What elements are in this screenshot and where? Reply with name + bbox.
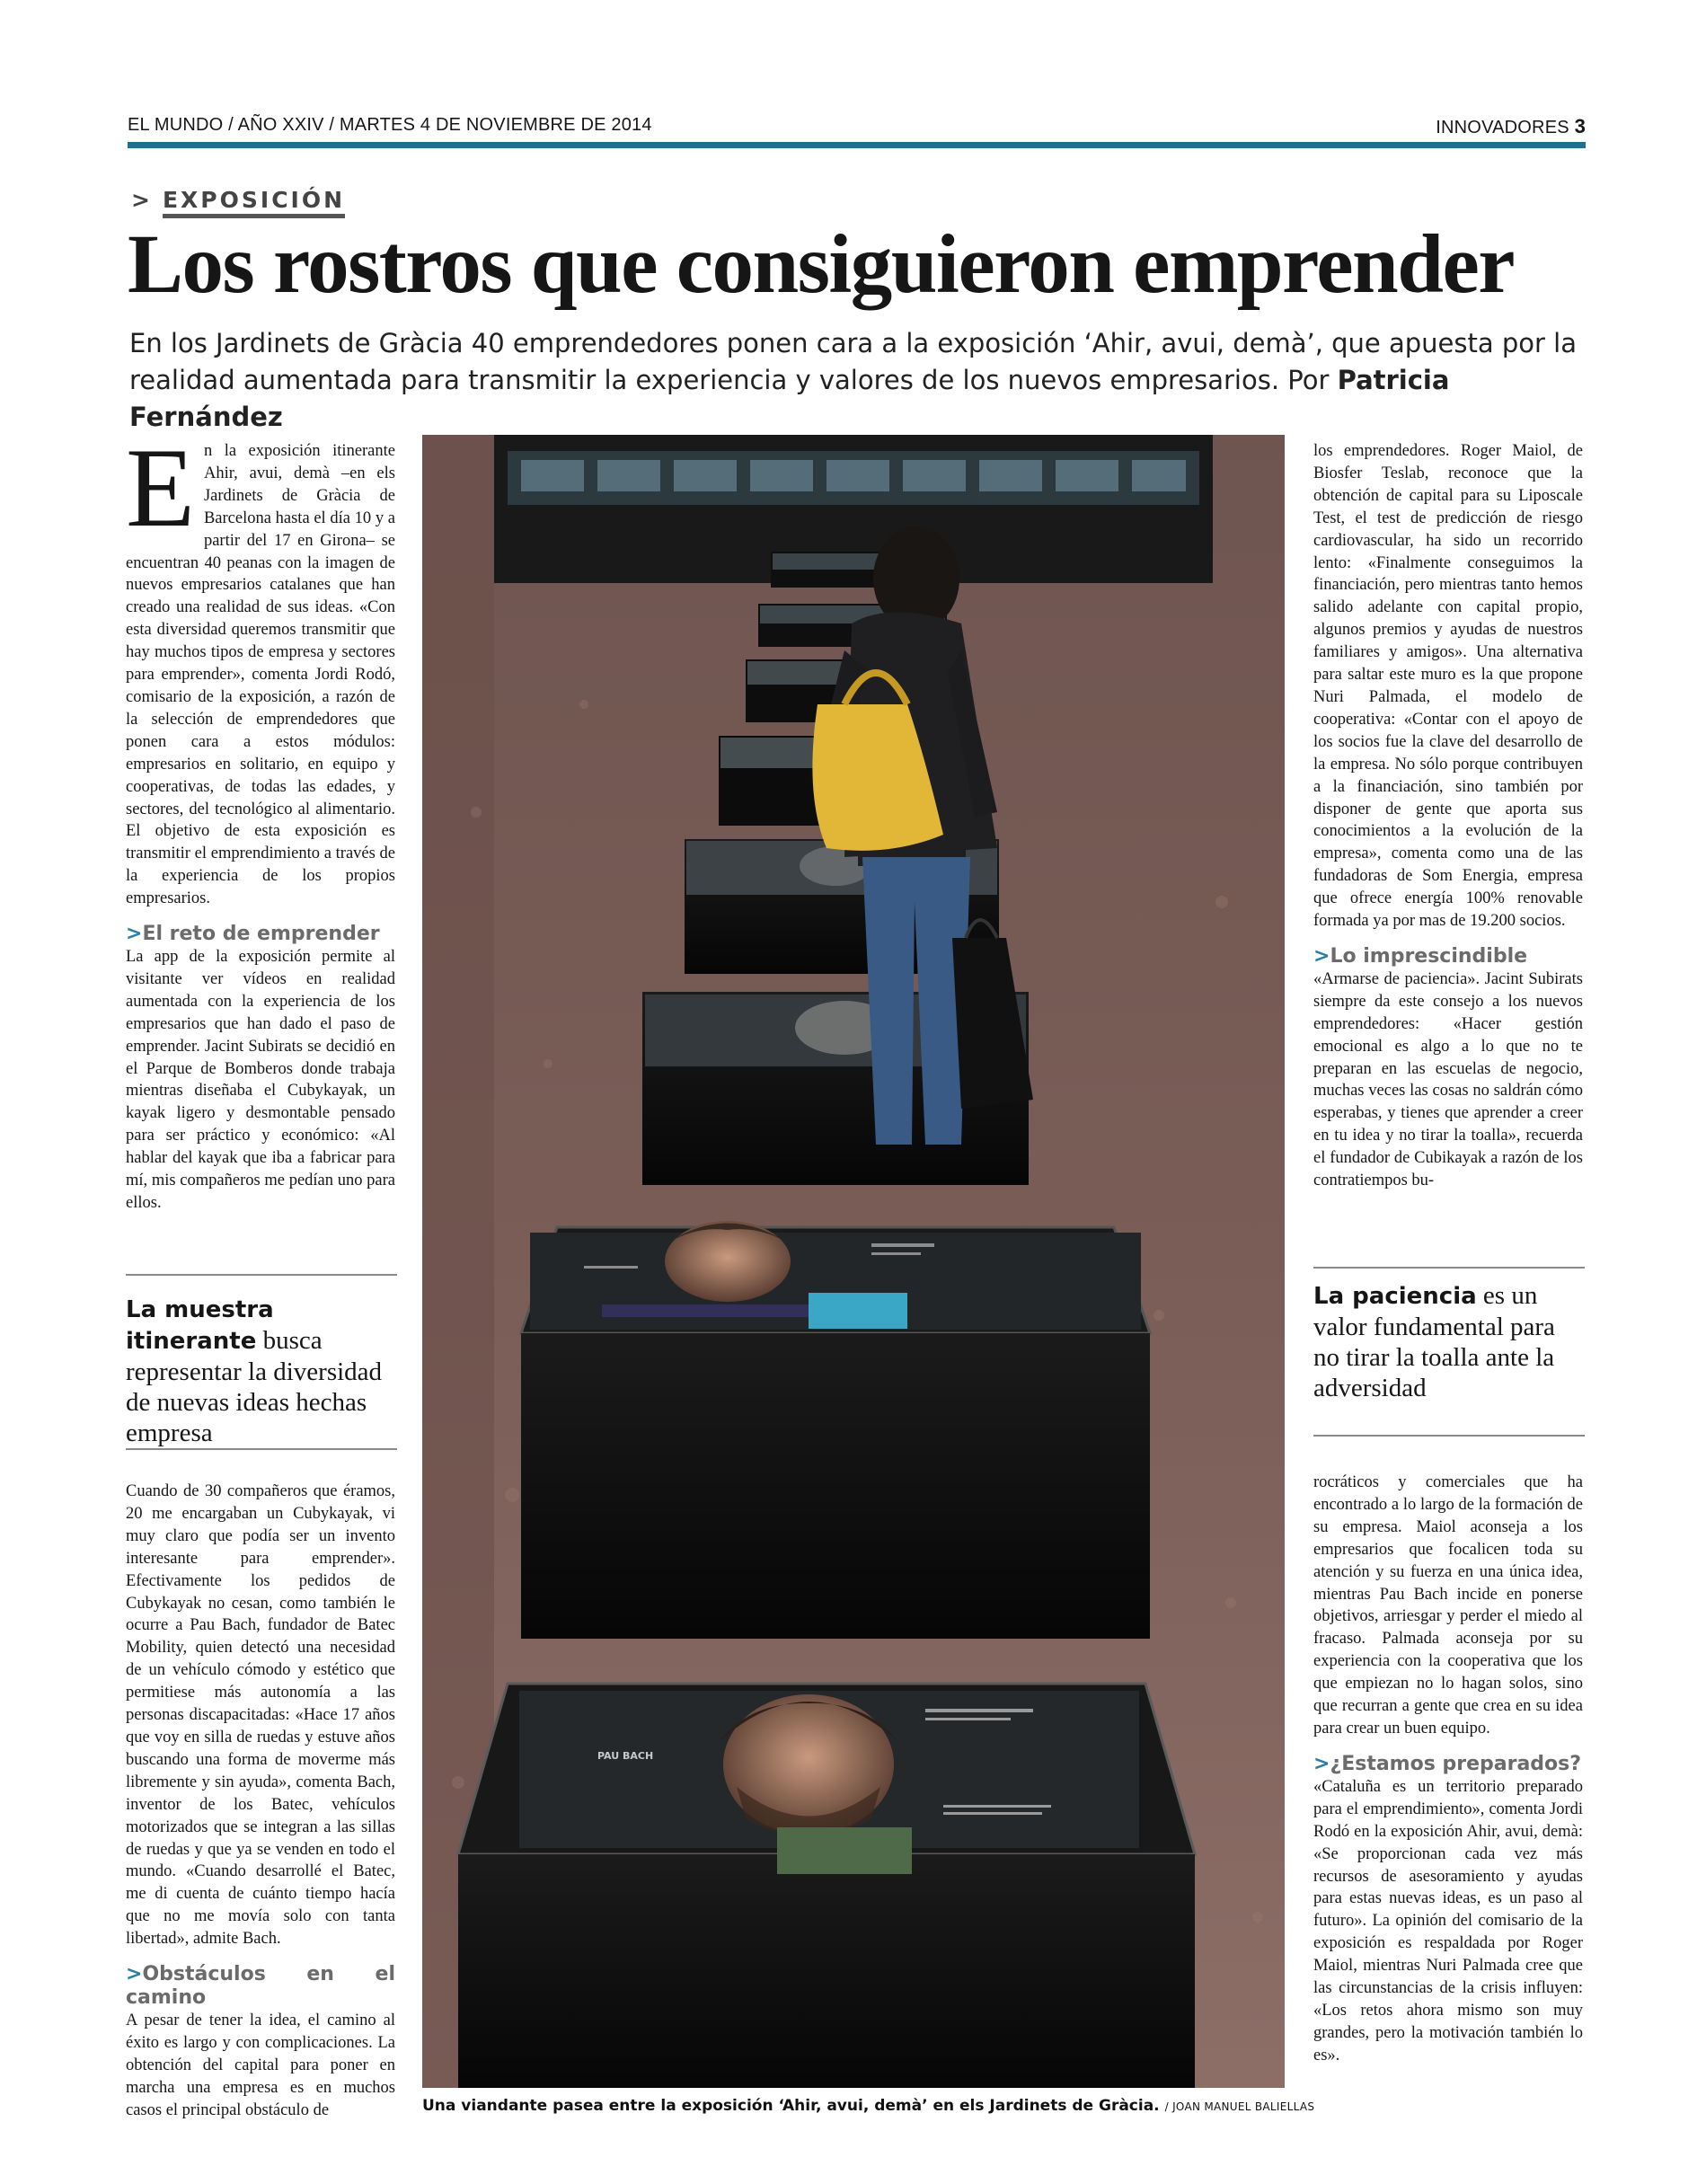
article-column-3 <box>1313 440 1583 1192</box>
article-column-1-continued <box>126 1481 395 2122</box>
byline: Patricia Fernández <box>129 365 1450 432</box>
paragraph: rocráticos y comerciales que ha encontrado a lo largo de la formación de su empresa. Maiol aconseja a los empresarios que focalicen toda su atención y su fuerza en una única idea, mientras Pau Bach incide en ponerse objetivos, arriesgar y perder el miedo al fracaso. Palmada aconseja por su experiencia con la cooperativa que los que empiezan no lo hagan solos, sino que recurran a gente que crea en su idea para crear un buen equipo. <box>1313 1473 1583 1737</box>
pullquote-lead: La muestra itinerante <box>126 1296 274 1355</box>
subheading-preparados: >¿Estamos preparados? <box>1313 1752 1582 1775</box>
subhead <box>129 325 1585 436</box>
page-header-section <box>1436 115 1586 138</box>
paragraph: «Armarse de paciencia». Jacint Subirats siempre da este consejo a los nuevos emprendedores: «Hacer gestión emocional es algo a lo que no te preparan en las escuelas de negocio, muchas veces las cosas no saldrán cómo esperabas, y tienes que aprender a creer en tu idea y no tirar la toalla», recuerda el fundador de Cubikayak a razón de los contratiempos bu- <box>1313 969 1583 1190</box>
subheading-reto: >El reto de emprender <box>126 923 380 946</box>
plinth-name-label: PAU BACH <box>597 1750 654 1762</box>
section-tag-label: EXPOSICIÓN <box>163 187 345 218</box>
page-number: 3 <box>1574 115 1586 137</box>
subhead-text: En los Jardinets de Gràcia 40 emprendedores ponen cara a la exposición ‘Ahir, avui, demà’, que apuesta por la realidad aumentada para transmitir la experiencia y valores de los nuevos empresarios. Por <box>129 328 1577 395</box>
pullquote-rule-bottom <box>1313 1435 1585 1437</box>
pullquote-rule-top <box>126 1274 397 1276</box>
paragraph: A pesar de tener la idea, el camino al éxito es largo y con complicaciones. La obtención del capital para poner en marcha una empresa es en muchos casos el principal obstáculo de <box>126 2012 395 2119</box>
subheading-imprescindible: >Lo imprescindible <box>1313 944 1528 968</box>
paragraph: los emprendedores. Roger Maiol, de Biosfer Teslab, reconoce que la obtención de capital para su Liposcale Test, el test de predicción de riesgo cardiovascular, ha sido un recorrido lento: «Finalmente conseguimos la financiación, pero mientras tanto hemos salido adelante con capital propio, algunos premios y ayudas de nuestros familiares y amigos». Una alternativa para saltar este muro es la que propone Nuri Palmada, el modelo de cooperativa: «Contar con el apoyo de los socios fue la clave del desarrollo de la empresa. No sólo porque contribuyen a la financiación, sino también por disponer de gente que aporta sus conocimientos a la evolución de la empresa», comenta como una de las fundadoras de Som Energia, empresa que ofrece energía 100% renovable formada ya por mas de 19.200 socios. <box>1313 442 1583 931</box>
paragraph: «Cataluña es un territorio preparado para el emprendimiento», comenta Jordi Rodó en la exposición Ahir, avui, demà: «Se proporcionan cada vez más recursos de asesoramiento y ayudas para estas nuevas ideas, es un paso al futuro». La opinión del comisario de la exposición es respaldada por Roger Maiol, mientras Nuri Palmada cree que las circunstancias de la crisis influyen: «Los retos ahora mismo son muy grandes, pero la motivación también lo es». <box>1313 1777 1583 2065</box>
pullquote-left <box>126 1294 397 1448</box>
subheading-obstaculos: >Obstáculos en el camino <box>126 1963 395 2010</box>
page-header-dateline: EL MUNDO / AÑO XXIV / MARTES 4 DE NOVIEMBRE DE 2014 <box>128 115 652 135</box>
photo-caption <box>422 2097 1314 2115</box>
header-rule <box>128 142 1586 148</box>
dropcap: E <box>126 426 195 551</box>
photo-credit: / JOAN MANUEL BALIELLAS <box>1164 2100 1315 2113</box>
article-column-1 <box>126 426 395 1215</box>
pullquote-rule-bottom <box>126 1448 397 1450</box>
pullquote-text: es un valor fundamental para no tirar la toalla ante la adversidad <box>1313 1281 1555 1402</box>
article-column-3-continued <box>1313 1472 1583 2067</box>
paragraph: La app de la exposición permite al visitante ver vídeos en realidad aumentada con la experiencia de los empresarios que han dado el paso de emprender. Jacint Subirats se decidió en el Parque de Bomberos donde trabaja mientras diseñaba el Cubykayak, un kayak ligero y desmontable pensado para ser práctico y económico: «Al hablar del kayak que iba a fabricar para mí, mis compañeros me pedían uno para ellos. <box>126 948 395 1212</box>
pullquote-rule-top <box>1313 1267 1585 1269</box>
exhibition-photo <box>422 435 1285 2088</box>
section-name: INNOVADORES <box>1436 118 1569 137</box>
section-tag <box>131 187 345 213</box>
pullquote-text: busca representar la diversidad de nuevas ideas hechas empresa <box>126 1326 383 1447</box>
headline: Los rostros que consiguieron emprender <box>128 218 1515 311</box>
paragraph: Cuando de 30 compañeros que éramos, 20 me encargaban un Cubykayak, vi muy claro que podía ser un invento interesante para emprender». Efectivamente los pedidos de Cubykayak no cesan, como también le ocurre a Pau Bach, fundador de Batec Mobility, quien detectó una necesidad de un vehículo cómodo y estético que permitiese más autonomía a las personas discapacitadas: «Hace 17 años que voy en silla de ruedas y estuve años buscando una forma de moverme más libremente y sin ayuda», comenta Bach, inventor de los Batec, vehículos motorizados que se integran a las sillas de ruedas y que ya se venden en todo el mundo. «Cuando desarrollé el Batec, me di cuenta de cuánto tiempo hacía que no me movía solo con tanta libertad», admite Bach. <box>126 1482 395 1949</box>
intro-paragraph <box>126 426 395 910</box>
pullquote-lead: La paciencia <box>1313 1283 1477 1310</box>
pullquote-right <box>1313 1280 1585 1403</box>
caption-text: Una viandante pasea entre la exposición ‘Ahir, avui, demà’ en els Jardinets de Gràcia. <box>422 2097 1160 2115</box>
intro-text: n la exposición itinerante Ahir, avui, demà –en els Jardinets de Gràcia de Barcelona hasta el día 10 y a partir del 17 en Girona– se encuentran 40 peanas con la imagen de nuevos empresarios catalanes que han creado una realidad de sus ideas. «Con esta diversidad queremos transmitir que hay muchos tipos de empresa y sectores para emprender», comenta Jordi Rodó, comisario de la exposición, a razón de la selección de emprendedores que ponen cara a estos módulos: empresarios en solitario, en equipo y cooperativas, de todas las edades, y sectores, del tecnológico al alimentario. El objetivo de esta exposición es transmitir el emprendimiento a través de la experiencia de los propios empresarios. <box>126 442 395 908</box>
section-tag-arrow: > <box>131 187 150 213</box>
